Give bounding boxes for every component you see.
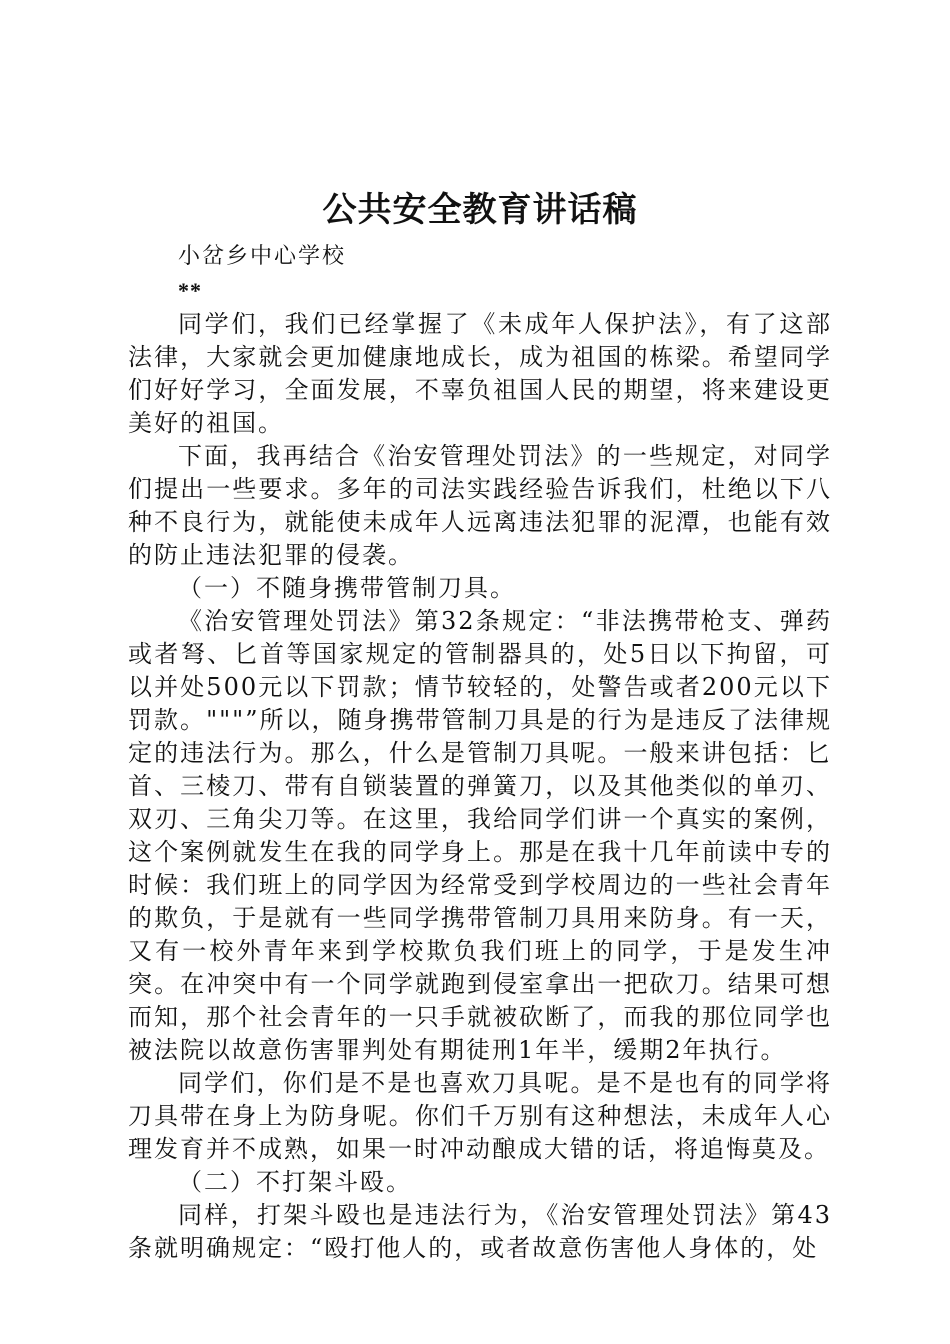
document-page (128, 180, 832, 1265)
section-heading-2: （二）不打架斗殴。 (178, 1168, 412, 1196)
author-name: ** (178, 278, 202, 303)
paragraph-knife-law: 《治安管理处罚法》第32条规定：“非法携带枪支、弹药或者弩、匕首等国家规定的管制器具的，处5日以下拘留，可以并处500元以下罚款；情节较轻的，处警告或者200元以下罚款。"""”所以，随身携带管制刀具是的行为是违反了法律规定的违法行为。那么，什么是管制刀具呢。一般来讲包括：匕首、三棱刀、带有自锁装置的弹簧刀，以及其他类似的单刃、双刃、三角尖刀等。在这里，我给同学们讲一个真实的案例，这个案例就发生在我的同学身上。那是在我十几年前读中专的时候：我们班上的同学因为经常受到学校周边的一些社会青年的欺负，于是就有一些同学携带管制刀具用来防身。有一天，又有一校外青年来到学校欺负我们班上的同学，于是发生冲突。在冲突中有一个同学就跑到侵室拿出一把砍刀。结果可想而知，那个社会青年的一只手就被砍断了，而我的那位同学也被法院以故意伤害罪判处有期徒刑1年半，缓期2年执行。 (128, 607, 832, 1064)
paragraph-intro: 同学们，我们已经掌握了《未成年人保护法》，有了这部法律，大家就会更加健康地成长，成为祖国的栋梁。希望同学们好好学习，全面发展，不辜负祖国人民的期望，将来建设更美好的祖国。 (128, 310, 832, 437)
paragraph-knife-advice: 同学们，你们是不是也喜欢刀具呢。是不是也有的同学将刀具带在身上为防身呢。你们千万别有这种想法，未成年人心理发育并不成熟，如果一时冲动酿成大错的话，将追悔莫及。 (128, 1069, 832, 1163)
school-name: 小岔乡中心学校 (178, 244, 347, 269)
paragraph-fighting-law: 同样，打架斗殴也是违法行为，《治安管理处罚法》第43条就明确规定：“殴打他人的，或者故意伤害他人身体的，处 (128, 1201, 832, 1262)
paragraph-requirements: 下面，我再结合《治安管理处罚法》的一些规定，对同学们提出一些要求。多年的司法实践经验告诉我们，杜绝以下八种不良行为，就能使未成年人远离违法犯罪的泥潭，也能有效的防止违法犯罪的侵袭。 (128, 442, 832, 569)
section-heading-1: （一）不随身携带管制刀具。 (178, 574, 516, 602)
document-title: 公共安全教育讲话稿 (322, 190, 638, 230)
